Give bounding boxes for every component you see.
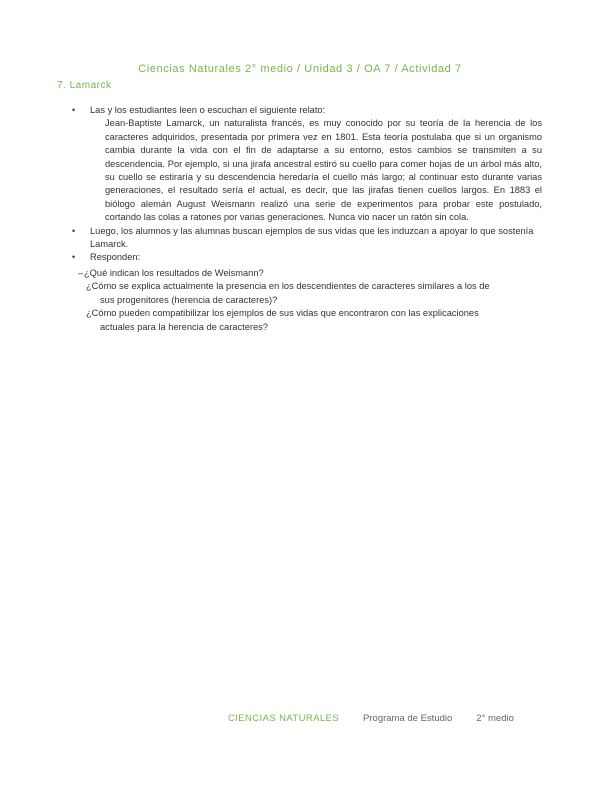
question-line: ¿Cómo se explica actualmente la presencia en los descendientes de caracteres similares a los de [86, 281, 490, 292]
dash-marker: – [78, 267, 84, 278]
bullet-text: Responden: [90, 252, 141, 263]
list-item [72, 225, 542, 252]
intro-text: Las y los estudiantes leen o escuchan el siguiente relato: [90, 105, 326, 115]
bullet-text: Luego, los alumnos y las alumnas buscan ejemplos de sus vidas que les induzcan a apoyar lo que sostenía Lamarck. [90, 225, 534, 250]
question-line: actuales para la herencia de caracteres? [100, 321, 268, 332]
footer-program: Programa de Estudio [363, 713, 453, 724]
question-item [72, 307, 542, 334]
list-item [72, 104, 542, 117]
question-line: sus progenitores (herencia de caracteres)? [100, 294, 278, 305]
activity-content [72, 104, 542, 334]
question-line: ¿Cómo pueden compatibilizar los ejemplos de sus vidas que encontraron con las explicaciones [86, 308, 479, 319]
bullet-icon: • [72, 225, 76, 236]
page-footer [228, 713, 514, 724]
list-item [72, 251, 542, 264]
bullet-icon: • [72, 105, 76, 115]
page-header: Ciencias Naturales 2° medio / Unidad 3 / OA 7 / Actividad 7 [138, 63, 462, 75]
question-item [72, 280, 542, 307]
footer-grade: 2° medio [476, 713, 514, 724]
question-text: ¿Qué indican los resultados de Weismann? [84, 267, 264, 278]
question-text [86, 280, 542, 307]
section-title: 7. Lamarck [57, 80, 112, 91]
question-text [86, 307, 542, 334]
footer-subject: CIENCIAS NATURALES [228, 713, 340, 724]
bullet-icon: • [72, 252, 76, 263]
question-list [72, 267, 542, 334]
story-paragraph: Jean-Baptiste Lamarck, un naturalista francés, es muy conocido por su teoría de la herencia de los caracteres adquiridos, presentada por primera vez en 1801. Esta teoría postulaba que si un organismo cambia durante la vida con el fin de adaptarse a su entorno, estos cambios se transmiten a su descendencia. Por ejemplo, si una jirafa ancestral estiró su cuello para comer hojas de un árbol más alto, su cuello se estiraría y su descendencia heredaría el cuello más largo; al continuar esto durante varias generaciones, el resultado sería el actual, es decir, que las jirafas tienen cuellos largos. En 1883 el biólogo alemán August Weismann realizó una serie de experimentos para probar este postulado, cortando las colas a ratones por varias generaciones. Nunca vio nacer un ratón sin cola. [105, 118, 542, 223]
question-item [72, 267, 542, 280]
